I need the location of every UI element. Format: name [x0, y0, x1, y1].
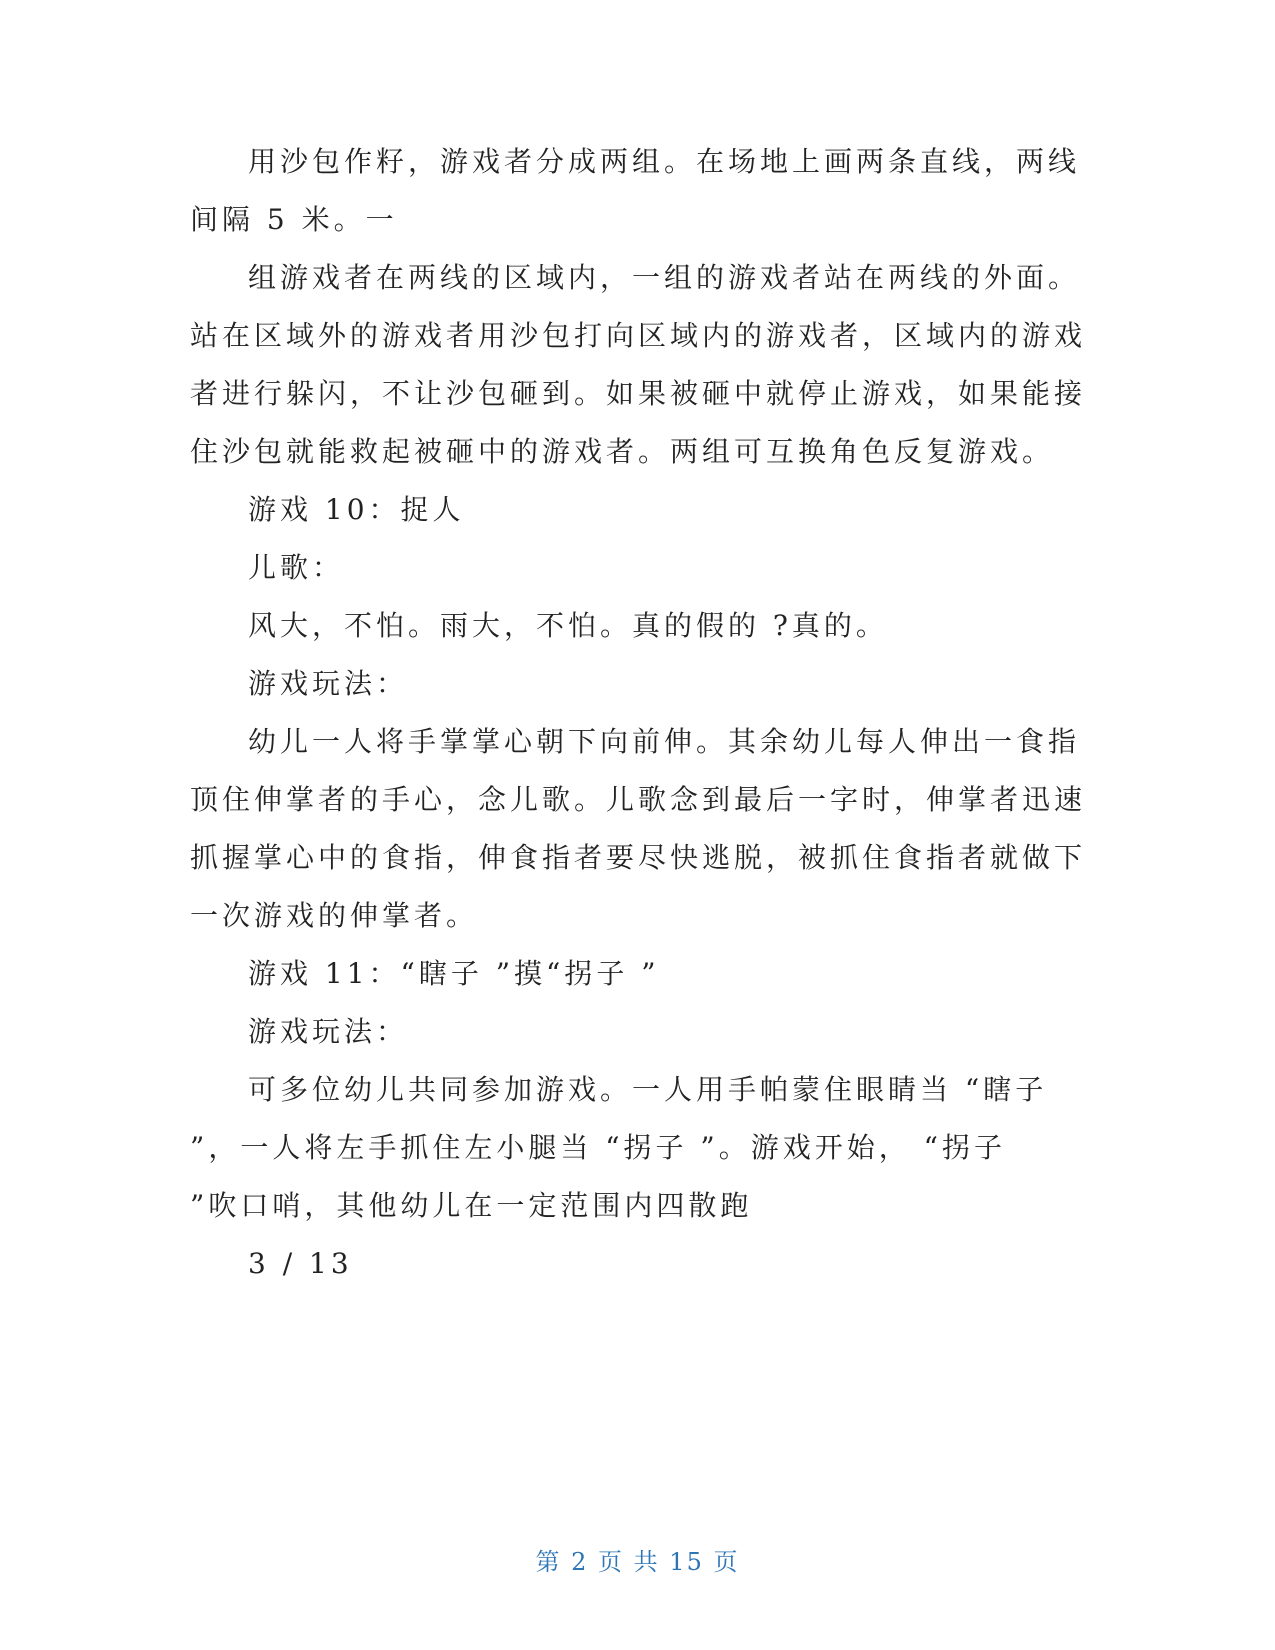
paragraph-line: 顶住伸掌者的手心，念儿歌。儿歌念到最后一字时，伸掌者迅速 — [190, 783, 1087, 816]
paragraph-line: 组游戏者在两线的区域内，一组的游戏者站在两线的外面。 — [248, 261, 1081, 294]
paragraph-line: 站在区域外的游戏者用沙包打向区域内的游戏者，区域内的游戏 — [190, 319, 1087, 352]
paragraph-line: 可多位幼儿共同参加游戏。一人用手帕蒙住眼睛当 “瞎子 — [248, 1073, 1048, 1106]
paragraph-line: 者进行躲闪，不让沙包砸到。如果被砸中就停止游戏，如果能接 — [190, 377, 1087, 410]
page-footer: 第 2 页 共 15 页 — [535, 1548, 740, 1576]
paragraph-line: 幼儿一人将手掌掌心朝下向前伸。其余幼儿每人伸出一食指 — [248, 725, 1081, 758]
paragraph-line: 间隔 5 米。一 — [190, 203, 398, 236]
inline-page-marker: 3 / 13 — [248, 1247, 353, 1280]
section-label: 游戏玩法： — [248, 667, 409, 700]
section-label: 游戏玩法： — [248, 1015, 409, 1048]
paragraph-line: 住沙包就能救起被砸中的游戏者。两组可互换角色反复游戏。 — [190, 435, 1055, 468]
section-heading: 游戏 10：捉人 — [248, 493, 465, 526]
song-lyrics: 风大，不怕。雨大，不怕。真的假的 ?真的。 — [248, 609, 888, 642]
paragraph-line: ”，一人将左手抓住左小腿当 “拐子 ”。游戏开始， “拐子 — [190, 1131, 1006, 1164]
paragraph-line: ”吹口哨，其他幼儿在一定范围内四散跑 — [190, 1189, 753, 1222]
section-heading: 游戏 11：“瞎子 ”摸“拐子 ” — [248, 957, 660, 990]
section-label: 儿歌： — [248, 551, 345, 584]
paragraph-line: 抓握掌心中的食指，伸食指者要尽快逃脱，被抓住食指者就做下 — [190, 841, 1087, 874]
paragraph-line: 一次游戏的伸掌者。 — [190, 899, 479, 932]
paragraph-line: 用沙包作籽，游戏者分成两组。在场地上画两条直线，两线 — [248, 145, 1081, 178]
